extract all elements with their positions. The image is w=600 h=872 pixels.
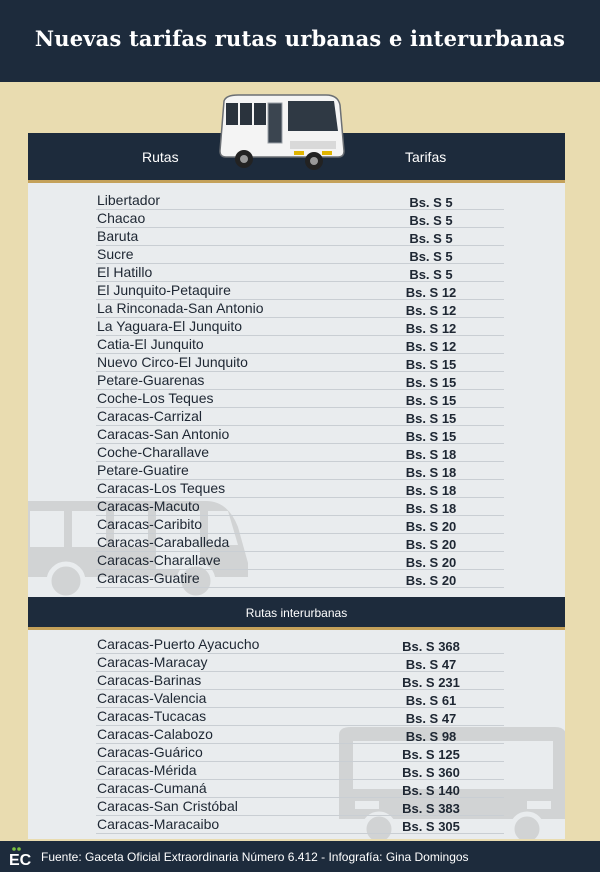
route-fare: Bs. S 15 <box>405 411 457 426</box>
route-name: Caracas-Los Teques <box>97 480 226 496</box>
route-fare: Bs. S 125 <box>402 747 460 762</box>
route-fare: Bs. S 20 <box>405 537 457 552</box>
table-row <box>96 462 504 480</box>
table-row <box>96 480 504 498</box>
route-fare: Bs. S 15 <box>405 393 457 408</box>
table-row <box>96 516 504 534</box>
table-row <box>96 336 504 354</box>
table-row <box>96 408 504 426</box>
route-fare: Bs. S 47 <box>405 711 457 726</box>
footer-source-credit: Fuente: Gaceta Oficial Extraordinaria Número 6.412 - Infografía: Gina Domingos <box>41 850 469 864</box>
route-fare: Bs. S 61 <box>405 693 457 708</box>
table-row <box>96 390 504 408</box>
route-name: Caracas-San Cristóbal <box>97 798 238 814</box>
route-fare: Bs. S 12 <box>405 339 457 354</box>
section-title: Rutas interurbanas <box>245 606 348 620</box>
table-row <box>96 798 504 816</box>
route-name: La Yaguara-El Junquito <box>97 318 243 334</box>
table-row <box>96 762 504 780</box>
route-fare: Bs. S 18 <box>405 483 457 498</box>
table-row <box>96 228 504 246</box>
table-row <box>96 534 504 552</box>
table-row <box>96 816 504 834</box>
route-fare: Bs. S 5 <box>409 231 453 246</box>
route-name: Chacao <box>97 210 146 226</box>
table-row <box>96 780 504 798</box>
table-row <box>96 672 504 690</box>
route-fare: Bs. S 47 <box>405 657 457 672</box>
route-name: El Hatillo <box>97 264 153 280</box>
column-fares: Tarifas <box>405 149 447 165</box>
route-fare: Bs. S 20 <box>405 555 457 570</box>
route-name: Caracas-Maracaibo <box>97 816 220 832</box>
route-name: Libertador <box>97 192 161 208</box>
route-fare: Bs. S 20 <box>405 573 457 588</box>
route-name: Sucre <box>97 246 134 262</box>
section-header-interurban <box>28 597 565 630</box>
table-row <box>96 354 504 372</box>
route-name: Caracas-Puerto Ayacucho <box>97 636 260 652</box>
route-fare: Bs. S 20 <box>405 519 457 534</box>
route-fare: Bs. S 231 <box>402 675 460 690</box>
route-name: Caracas-Guárico <box>97 744 203 760</box>
route-fare: Bs. S 383 <box>402 801 460 816</box>
page-title: Nuevas tarifas rutas urbanas e interurbanas <box>34 26 566 51</box>
route-name: Caracas-Valencia <box>97 690 207 706</box>
route-fare: Bs. S 368 <box>402 639 460 654</box>
route-fare: Bs. S 18 <box>405 447 457 462</box>
route-name: Coche-Charallave <box>97 444 210 460</box>
route-name: Caracas-Barinas <box>97 672 202 688</box>
route-name: El Junquito-Petaquire <box>97 282 231 298</box>
route-fare: Bs. S 140 <box>402 783 460 798</box>
route-name: Caracas-Carrizal <box>97 408 203 424</box>
route-fare: Bs. S 18 <box>405 501 457 516</box>
route-name: Caracas-Guatire <box>97 570 200 586</box>
route-name: Baruta <box>97 228 139 244</box>
route-fare: Bs. S 5 <box>409 267 453 282</box>
table-row <box>96 282 504 300</box>
route-name: Catia-El Junquito <box>97 336 204 352</box>
svg-text:EC: EC <box>9 852 32 867</box>
route-fare: Bs. S 5 <box>409 213 453 228</box>
route-name: Caracas-Calabozo <box>97 726 213 742</box>
route-name: Caracas-Maracay <box>97 654 208 670</box>
route-fare: Bs. S 12 <box>405 303 457 318</box>
route-name: Caracas-Charallave <box>97 552 221 568</box>
route-fare: Bs. S 360 <box>402 765 460 780</box>
table-row <box>96 246 504 264</box>
route-fare: Bs. S 18 <box>405 465 457 480</box>
header-banner <box>0 0 600 82</box>
route-fare: Bs. S 98 <box>405 729 457 744</box>
footer <box>0 841 600 872</box>
table-row <box>96 318 504 336</box>
fares-table <box>28 133 565 839</box>
table-row <box>96 264 504 282</box>
table-row <box>96 570 504 588</box>
route-name: Caracas-Cumaná <box>97 780 207 796</box>
route-name: Petare-Guarenas <box>97 372 205 388</box>
route-name: Caracas-Macuto <box>97 498 200 514</box>
table-row <box>96 744 504 762</box>
table-row <box>96 552 504 570</box>
table-row <box>96 192 504 210</box>
table-row <box>96 498 504 516</box>
table-row <box>96 444 504 462</box>
route-name: Caracas-Caribito <box>97 516 203 532</box>
route-fare: Bs. S 305 <box>402 819 460 834</box>
route-name: Caracas-Caraballeda <box>97 534 230 550</box>
ec-logo <box>9 847 33 867</box>
route-fare: Bs. S 12 <box>405 321 457 336</box>
column-routes: Rutas <box>142 149 179 165</box>
interurban-routes-list <box>96 636 504 834</box>
table-row <box>96 300 504 318</box>
route-name: Nuevo Circo-El Junquito <box>97 354 248 370</box>
table-row <box>96 690 504 708</box>
table-row <box>96 636 504 654</box>
route-fare: Bs. S 5 <box>409 249 453 264</box>
table-row <box>96 654 504 672</box>
table-row <box>96 708 504 726</box>
urban-routes-list <box>96 192 504 588</box>
route-fare: Bs. S 15 <box>405 357 457 372</box>
table-row <box>96 210 504 228</box>
route-name: Caracas-San Antonio <box>97 426 230 442</box>
bus-illustration-icon <box>218 93 346 175</box>
route-fare: Bs. S 5 <box>409 195 453 210</box>
route-fare: Bs. S 15 <box>405 375 457 390</box>
route-name: Coche-Los Teques <box>97 390 214 406</box>
route-name: Caracas-Mérida <box>97 762 197 778</box>
table-row <box>96 426 504 444</box>
table-row <box>96 372 504 390</box>
route-fare: Bs. S 12 <box>405 285 457 300</box>
route-fare: Bs. S 15 <box>405 429 457 444</box>
table-row <box>96 726 504 744</box>
route-name: La Rinconada-San Antonio <box>97 300 264 316</box>
route-name: Caracas-Tucacas <box>97 708 207 724</box>
route-name: Petare-Guatire <box>97 462 189 478</box>
